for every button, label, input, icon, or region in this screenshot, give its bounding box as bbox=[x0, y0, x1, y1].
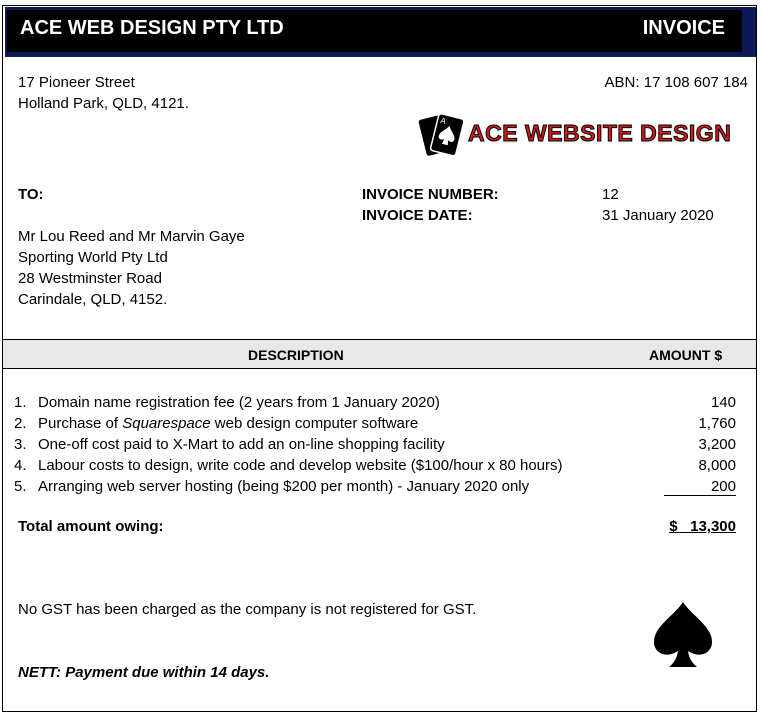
recipient-street: 28 Westminster Road bbox=[18, 270, 162, 287]
total-amount bbox=[669, 518, 736, 535]
invoice-date-label: INVOICE DATE: bbox=[362, 207, 473, 224]
invoice-number-value: 12 bbox=[602, 186, 619, 203]
company-name: ACE WEB DESIGN PTY LTD bbox=[20, 17, 284, 39]
to-label: TO: bbox=[18, 186, 44, 203]
recipient-company: Sporting World Pty Ltd bbox=[18, 249, 168, 266]
svg-text:A: A bbox=[439, 115, 447, 126]
line-item-description: Arranging web server hosting (being $200 per month) - January 2020 only bbox=[38, 478, 530, 495]
line-item-amount: 3,200 bbox=[698, 436, 736, 453]
gst-note: No GST has been charged as the company is not registered for GST. bbox=[18, 601, 477, 618]
line-item-number: 4. bbox=[14, 457, 27, 474]
line-item-description: Labour costs to design, write code and develop website ($100/hour x 80 hours) bbox=[38, 457, 563, 474]
line-item-amount: 140 bbox=[710, 394, 736, 411]
line-item-amount: 8,000 bbox=[698, 457, 736, 474]
sender-address-line1: 17 Pioneer Street bbox=[18, 74, 135, 91]
company-logo bbox=[416, 110, 746, 160]
payment-terms: NETT: Payment due within 14 days. bbox=[18, 664, 270, 681]
line-item-description: One-off cost paid to X-Mart to add an on-line shopping facility bbox=[38, 436, 445, 453]
logo-text: ACE WEBSITE DESIGN bbox=[468, 120, 732, 146]
amount-header: AMOUNT $ bbox=[649, 347, 723, 363]
line-item-number: 3. bbox=[14, 436, 27, 453]
total-currency: $ bbox=[669, 518, 678, 535]
invoice-title: INVOICE bbox=[642, 17, 725, 39]
line-item bbox=[14, 394, 736, 415]
playing-cards-icon bbox=[416, 110, 468, 160]
invoice-date-value: 31 January 2020 bbox=[602, 207, 714, 224]
line-item bbox=[14, 415, 736, 436]
invoice-number-label: INVOICE NUMBER: bbox=[362, 186, 499, 203]
line-item-amount: 1,760 bbox=[698, 415, 736, 432]
line-item bbox=[14, 436, 736, 457]
line-item-description: Domain name registration fee (2 years from 1 January 2020) bbox=[38, 394, 440, 411]
description-header: DESCRIPTION bbox=[248, 347, 344, 363]
description-prefix: Purchase of bbox=[38, 415, 123, 432]
line-item bbox=[14, 457, 736, 478]
software-name: Squarespace bbox=[122, 415, 211, 432]
total-value: 13,300 bbox=[690, 518, 736, 535]
line-item-number: 2. bbox=[14, 415, 27, 432]
sender-address-line2: Holland Park, QLD, 4121. bbox=[18, 95, 189, 112]
description-suffix: web design computer software bbox=[210, 415, 419, 432]
line-item-amount: 200 bbox=[664, 478, 736, 496]
sender-abn: ABN: 17 108 607 184 bbox=[604, 74, 748, 91]
line-items bbox=[14, 394, 736, 499]
recipient-name: Mr Lou Reed and Mr Marvin Gaye bbox=[18, 228, 245, 245]
recipient-city: Carindale, QLD, 4152. bbox=[18, 291, 168, 308]
total-label: Total amount owing: bbox=[18, 518, 164, 535]
line-item bbox=[14, 478, 736, 499]
line-item-number: 1. bbox=[14, 394, 27, 411]
line-item-number: 5. bbox=[14, 478, 27, 495]
line-item-description bbox=[38, 415, 418, 432]
spade-icon bbox=[652, 600, 714, 670]
table-header-band bbox=[3, 339, 756, 369]
